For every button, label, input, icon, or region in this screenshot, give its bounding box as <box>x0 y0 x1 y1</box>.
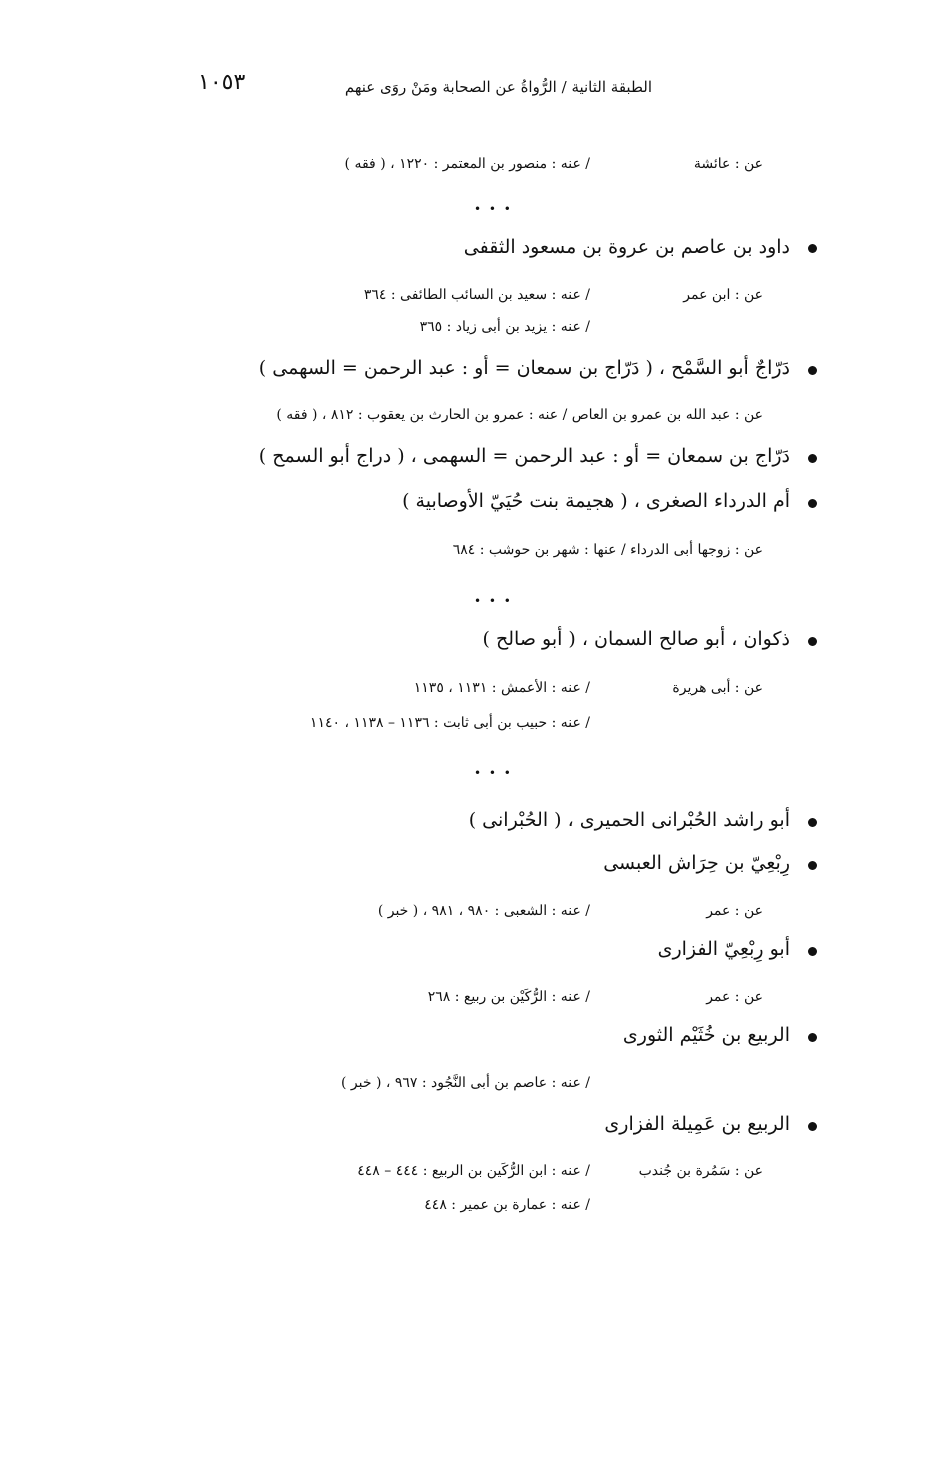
bullet-icon <box>808 366 817 375</box>
bullet-icon <box>808 637 817 646</box>
narration-to: / عنه : ابن الرُّكَين بن الربيع : ٤٤٤ – ٤٤٨ <box>357 1163 590 1179</box>
narration-to: / عنه : عاصم بن أبى النَّجُود : ٩٦٧ ، ( خبر ) <box>341 1075 590 1091</box>
narration-to: / عنه : يزيد بن أبى زياد : ٣٦٥ <box>419 319 590 335</box>
narration-from: عن : ابن عمر <box>683 287 763 303</box>
narration-line: عن : زوجها أبى الدرداء / عنها : شهر بن حوشب : ٦٨٤ <box>452 542 763 558</box>
bullet-icon <box>808 454 817 463</box>
entry-heading-dhakwan: ذكوان ، أبو صالح السمان ، ( أبو صالح ) <box>482 628 790 650</box>
narration-from: عن : عمر <box>706 903 763 919</box>
entry-heading-dawud: داود بن عاصم بن عروة بن مسعود الثقفى <box>463 236 790 258</box>
bullet-icon <box>808 818 817 827</box>
narration-from: عن : سَمُرة بن جُندب <box>638 1163 763 1179</box>
narration-to: / عنه : سعيد بن السائب الطائفى : ٣٦٤ <box>363 287 590 303</box>
page-number: ١٠٥٣ <box>198 70 246 95</box>
entry-heading-rabi-amila: الربيع بن عَمِيلة الفزارى <box>604 1113 790 1135</box>
bullet-icon <box>808 947 817 956</box>
entry-heading-rabi-khuthaym: الربيع بن خُثَيْم الثورى <box>622 1024 790 1046</box>
section-separator: • • • <box>474 594 513 608</box>
bullet-icon <box>808 499 817 508</box>
bullet-icon <box>808 244 817 253</box>
narration-line: عن : عبد الله بن عمرو بن العاص / عنه : عمرو بن الحارث بن يعقوب : ٨١٢ ، ( فقه ) <box>276 407 763 423</box>
narration-from: عن : عمر <box>706 989 763 1005</box>
narration-from: عن : أبى هريرة <box>672 680 763 696</box>
narration-to: / عنه : الشعبى : ٩٨٠ ، ٩٨١ ، ( خبر ) <box>377 903 590 919</box>
bullet-icon <box>808 1122 817 1131</box>
bullet-icon <box>808 861 817 870</box>
running-header-title: الطبقة الثانية / الرُّواةُ عن الصحابة ومَنْ روَى عنهم <box>344 78 652 96</box>
entry-heading-darraj-ibn-saman: دَرّاج بن سمعان = أو : عبد الرحمن = السهمى ، ( دراج أبو السمح ) <box>258 445 790 467</box>
narration-to: / عنه : الرُّكَيْن بن ربيع : ٢٦٨ <box>427 989 590 1005</box>
entry-heading-darraj-abu-samh: دَرّاجٌ أبو السَّمْح ، ( دَرّاج بن سمعان = أو : عبد الرحمن = السهمى ) <box>258 357 790 379</box>
entry-heading-umm-darda: أم الدرداء الصغرى ، ( هجيمة بنت حُيَيّ الأوصابية ) <box>402 490 790 512</box>
section-separator: • • • <box>474 202 513 216</box>
entry-heading-ribi: رِبْعِيّ بن حِرَاش العبسى <box>603 852 790 874</box>
section-separator: • • • <box>474 766 513 780</box>
bullet-icon <box>808 1033 817 1042</box>
narration-to: / عنه : الأعمش : ١١٣١ ، ١١٣٥ <box>413 680 590 696</box>
entry-heading-abu-ribi: أبو رِبْعِيّ الفزارى <box>657 938 790 960</box>
narration-to: / عنه : عمارة بن عمير : ٤٤٨ <box>424 1197 590 1213</box>
narration-to: / عنه : حبيب بن أبى ثابت : ١١٣٦ – ١١٣٨ ، ١١٤٠ <box>309 715 590 731</box>
narration-from: عن : عائشة <box>693 156 763 172</box>
narration-to: / عنه : منصور بن المعتمر : ١٢٢٠ ، ( فقه ) <box>344 156 590 172</box>
entry-heading-abu-rashid: أبو راشد الحُبْرانى الحميرى ، ( الحُبْرانى ) <box>468 809 790 831</box>
